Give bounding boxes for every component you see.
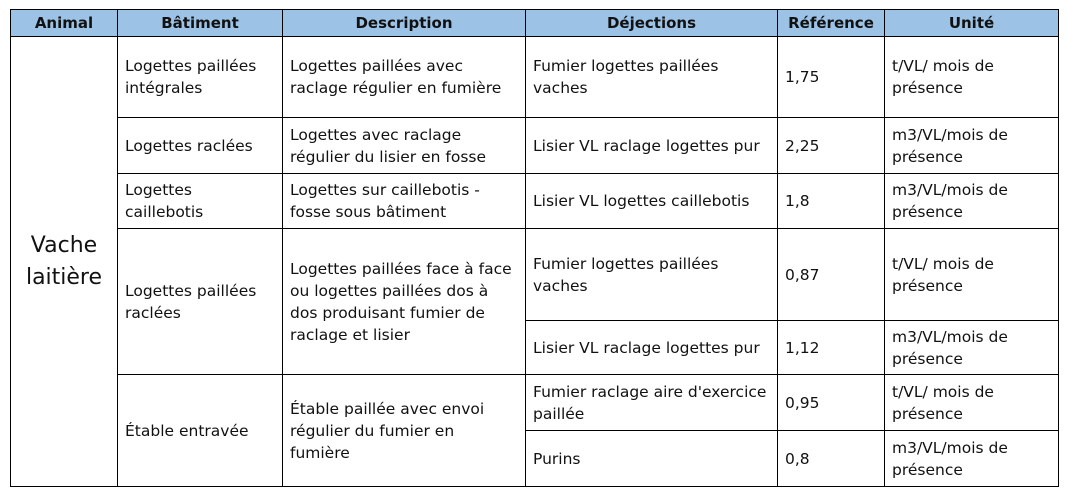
header-dejections: Déjections xyxy=(526,10,778,37)
header-batiment: Bâtiment xyxy=(118,10,283,37)
dejections-cell: Lisier VL raclage logettes pur xyxy=(526,321,778,375)
batiment-cell: Logettes paillées intégrales xyxy=(118,37,283,118)
dejections-cell: Fumier logettes paillées vaches xyxy=(526,229,778,321)
reference-cell: 1,8 xyxy=(778,174,885,229)
reference-cell: 1,75 xyxy=(778,37,885,118)
unite-cell: m3/VL/mois de présence xyxy=(885,118,1059,174)
header-row xyxy=(11,10,1059,37)
animal-cell: Vache laitière xyxy=(11,37,118,487)
batiment-cell: Logettes paillées raclées xyxy=(118,229,283,375)
table-row xyxy=(11,174,1059,229)
unite-cell: m3/VL/mois de présence xyxy=(885,321,1059,375)
reference-cell: 2,25 xyxy=(778,118,885,174)
header-unite: Unité xyxy=(885,10,1059,37)
dejections-cell: Purins xyxy=(526,431,778,487)
batiment-cell: Étable entravée xyxy=(118,375,283,487)
description-cell: Logettes paillées face à face ou logettes paillées dos à dos produisant fumier de raclage et lisier xyxy=(283,229,526,375)
unite-cell: t/VL/ mois de présence xyxy=(885,37,1059,118)
description-cell: Logettes paillées avec raclage régulier en fumière xyxy=(283,37,526,118)
reference-cell: 0,87 xyxy=(778,229,885,321)
table-row xyxy=(11,37,1059,118)
dejections-cell: Lisier VL raclage logettes pur xyxy=(526,118,778,174)
table-row xyxy=(11,229,1059,321)
header-animal: Animal xyxy=(11,10,118,37)
header-description: Description xyxy=(283,10,526,37)
dejections-cell: Lisier VL logettes caillebotis xyxy=(526,174,778,229)
table-row xyxy=(11,118,1059,174)
unite-cell: m3/VL/mois de présence xyxy=(885,431,1059,487)
batiment-cell: Logettes caillebotis xyxy=(118,174,283,229)
header-reference: Référence xyxy=(778,10,885,37)
reference-cell: 0,95 xyxy=(778,375,885,431)
unite-cell: t/VL/ mois de présence xyxy=(885,375,1059,431)
description-cell: Logettes avec raclage régulier du lisier en fosse xyxy=(283,118,526,174)
dejections-cell: Fumier raclage aire d'exercice paillée xyxy=(526,375,778,431)
batiment-cell: Logettes raclées xyxy=(118,118,283,174)
description-cell: Étable paillée avec envoi régulier du fumier en fumière xyxy=(283,375,526,487)
dejections-cell: Fumier logettes paillées vaches xyxy=(526,37,778,118)
description-cell: Logettes sur caillebotis - fosse sous bâtiment xyxy=(283,174,526,229)
effluent-reference-table xyxy=(10,9,1059,487)
reference-cell: 0,8 xyxy=(778,431,885,487)
reference-cell: 1,12 xyxy=(778,321,885,375)
table-row xyxy=(11,375,1059,431)
unite-cell: t/VL/ mois de présence xyxy=(885,229,1059,321)
unite-cell: m3/VL/mois de présence xyxy=(885,174,1059,229)
